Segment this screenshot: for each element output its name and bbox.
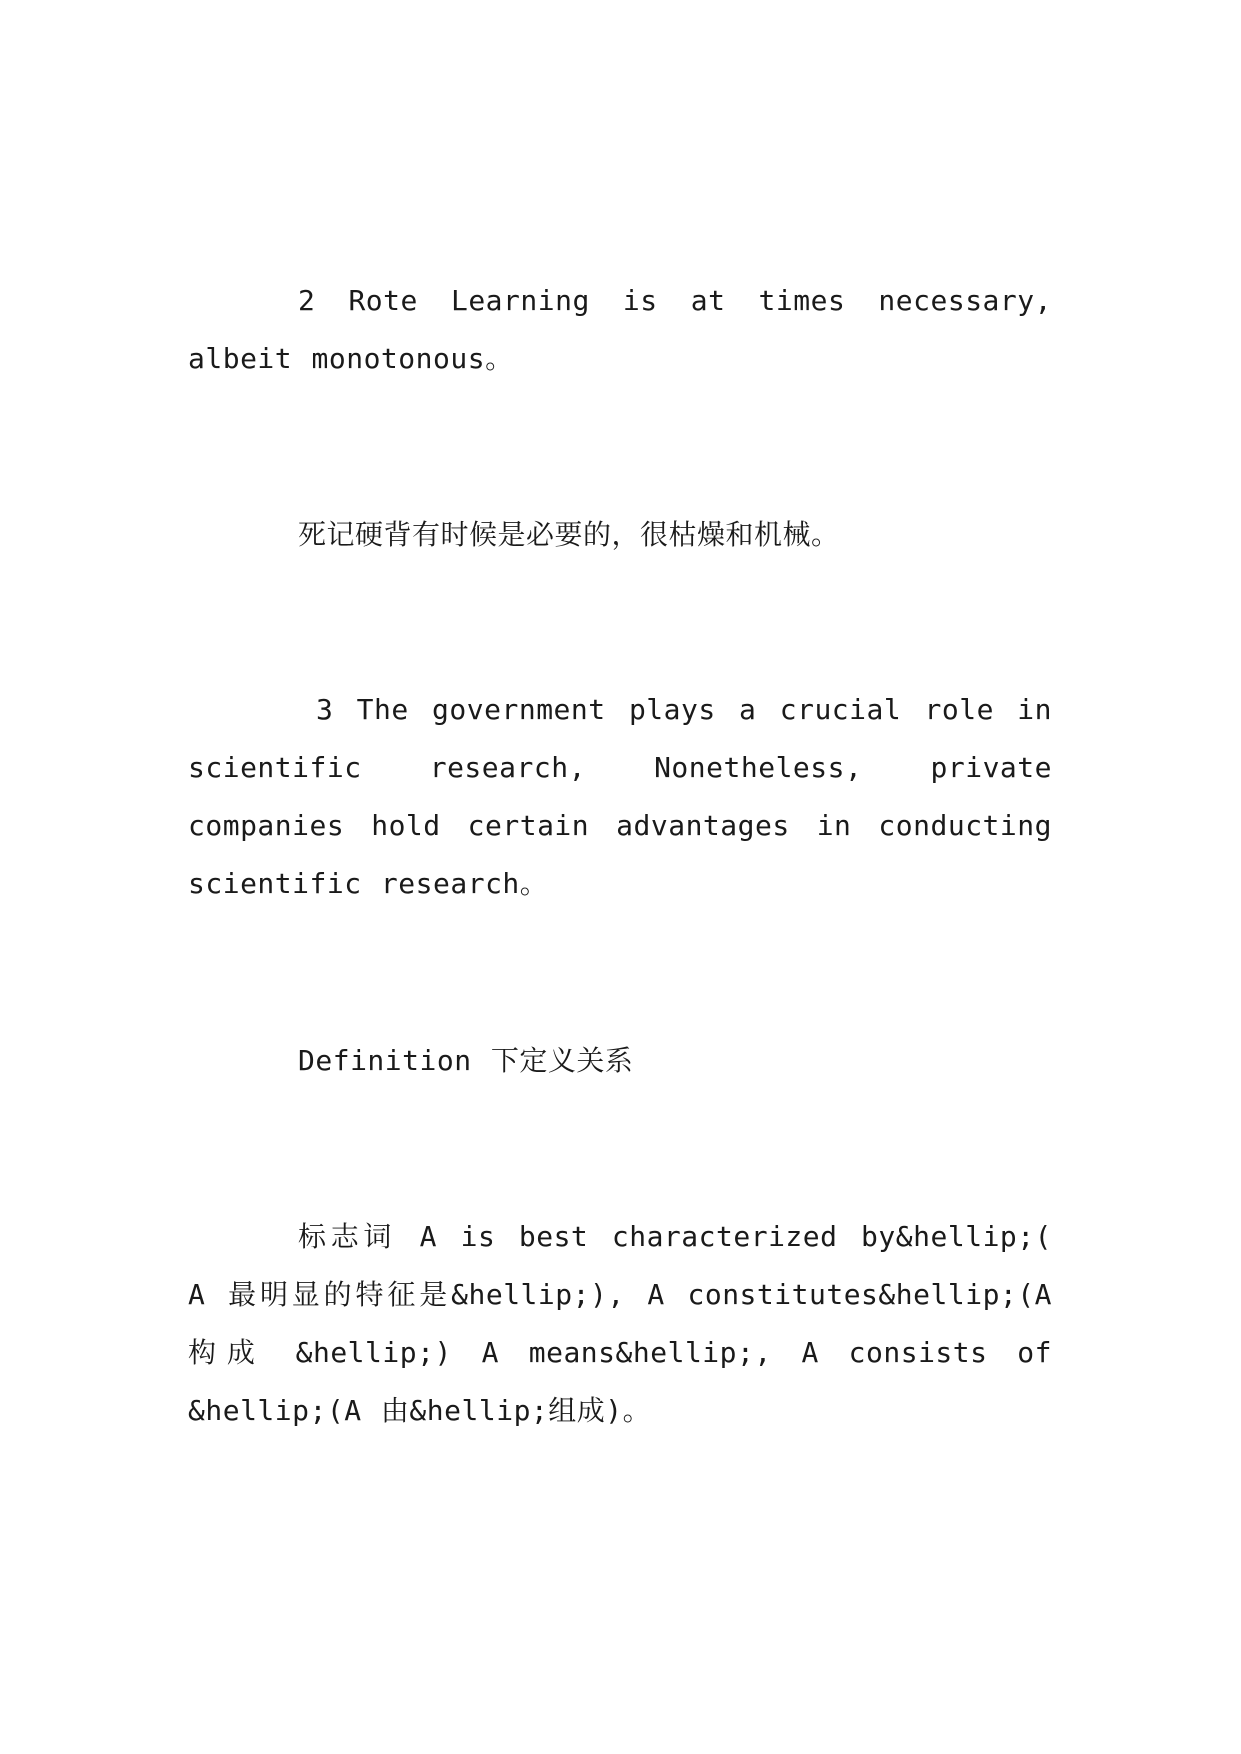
- section-heading-definition: Definition 下定义关系: [298, 1044, 634, 1077]
- paragraph-rote-learning-zh: 死记硬背有时候是必要的，很枯燥和机械。: [298, 518, 840, 551]
- paragraph-government-research: 3 The government plays a crucial role in scientific research, Nonetheless, private companies hold certain advantages in conducting scientific research。: [188, 693, 1052, 900]
- paragraph-rote-learning-en: 2 Rote Learning is at times necessary, albeit monotonous。: [188, 284, 1052, 375]
- paragraph-definition-markers: 标志词 A is best characterized by&hellip;( A 最明显的特征是&hellip;), A constitutes&hellip;(A 构成 &hellip;) A means&hellip;, A consists of &hellip;(A 由&hellip;组成)。: [188, 1220, 1052, 1427]
